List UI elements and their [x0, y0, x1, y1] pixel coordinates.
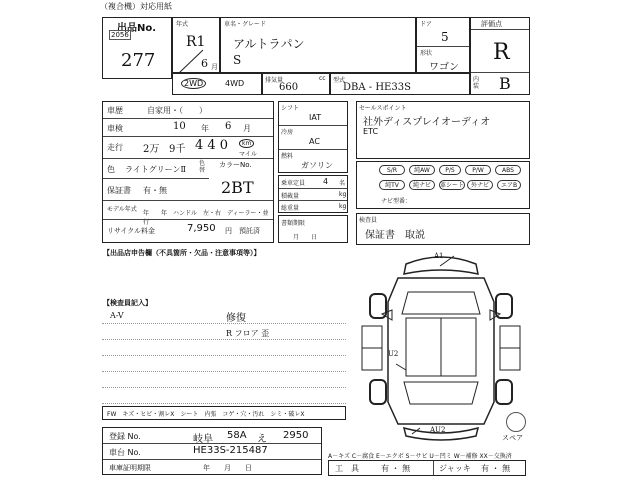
year-cell	[172, 17, 220, 73]
drive-4wd: 4WD	[225, 79, 245, 88]
tools-label: 工 具	[335, 464, 359, 473]
grade-label: 評価点	[481, 20, 502, 28]
fw-bar-text: FW キズ・ヒビ・割レX シート 内張 コゲ・穴・汚れ シミ・破レX	[107, 411, 305, 418]
lot-box	[102, 17, 172, 79]
tools-value: 有 ・ 無	[381, 464, 411, 473]
color-code: 2BT	[221, 178, 254, 197]
equip-tv: 純TV	[379, 180, 405, 190]
equip-ps: P/S	[439, 165, 461, 175]
spec-column	[278, 101, 348, 173]
body-label: 形状	[420, 50, 433, 57]
mileage-1k: 9千	[169, 144, 186, 155]
fuel-label: 燃料	[281, 153, 294, 160]
model-cell	[330, 73, 470, 95]
remarks-caption: 【出品店申告欄（不具箇所・欠品・注意事項等）】	[103, 249, 261, 257]
tools-row	[328, 460, 526, 476]
handle-row: 年 年 ハンドル 左・右 ディーラー・並行	[143, 210, 269, 226]
selling-points	[356, 101, 530, 159]
inspector-floor: R フロア 歪	[226, 329, 270, 338]
reg-kana: え	[257, 434, 267, 445]
fuel-value: ガソリン	[301, 161, 333, 170]
inspector-notes	[102, 309, 346, 405]
equip-ext-navi: 外ナビ	[467, 180, 493, 190]
capacity-value: 4	[323, 177, 329, 186]
lot-number: 277	[121, 50, 156, 71]
load-label: 積載量	[281, 193, 300, 200]
color-change-label: 色替	[199, 160, 206, 174]
car-damage-map	[356, 252, 526, 442]
reg-class: 58A	[227, 430, 247, 441]
selling-line1: 社外ディスプレイオーディオ	[363, 117, 491, 128]
chassis-number: HE33S-215487	[193, 445, 268, 456]
color-value: ライトグリーンⅡ	[125, 165, 186, 174]
inspection-year: 10	[173, 121, 186, 132]
equip-navi: 純ナビ	[409, 180, 435, 190]
model-label: 型式	[333, 77, 346, 84]
map-mark-rear: AU2	[430, 426, 446, 434]
selling-label: セールスポイント	[359, 105, 407, 112]
drive-cell	[172, 73, 262, 95]
capacity-column	[278, 175, 348, 213]
grade-score: R	[493, 40, 510, 65]
history-value: 自家用・（ ）	[147, 106, 207, 115]
car-name: アルトラパン	[233, 37, 305, 51]
inspection-month-unit: 月	[243, 124, 251, 133]
inspection-year-unit: 年	[201, 124, 209, 133]
equip-pw: P/W	[465, 165, 491, 175]
details-table	[102, 101, 274, 243]
shift-value: IAT	[309, 113, 322, 122]
chassis-label: 車台 No.	[109, 448, 141, 457]
mileage-10k: 2万	[143, 144, 160, 155]
permit-unit: 年 月 日	[203, 464, 252, 472]
year-label: 年式	[176, 21, 189, 28]
doors-label: ドア	[420, 21, 432, 28]
equip-abs: ABS	[495, 165, 521, 175]
month-value: 6	[201, 57, 208, 70]
warranty-label: 保証書	[107, 186, 131, 195]
weight-label: 総重量	[281, 205, 300, 212]
mileage-rest: 4 4 0	[195, 138, 229, 153]
selling-line2: ETC	[363, 127, 379, 136]
displacement-unit: cc	[319, 75, 326, 82]
grade-box	[470, 17, 530, 95]
inspector-caption: 【検査員記入】	[103, 299, 152, 307]
equipment-grid	[356, 161, 530, 209]
name-cell	[220, 17, 416, 73]
doors-cell	[416, 17, 470, 73]
equip-sr: S/R	[379, 165, 405, 175]
doors-value: 5	[441, 30, 449, 44]
weight-unit: kg	[339, 203, 347, 210]
interior-grade: B	[499, 74, 511, 93]
notes-text: 保証書 取説	[365, 230, 425, 241]
registration-table	[102, 427, 322, 475]
ac-label: 冷房	[281, 129, 294, 136]
fw-bar	[102, 406, 346, 420]
inspection-month: 6	[225, 121, 232, 132]
displacement-label: 排気量	[265, 77, 284, 84]
jack-label: ジャッキ	[439, 464, 471, 473]
inspector-av: A-V	[110, 311, 124, 320]
form-caption: （複合機）対応用紙	[100, 2, 172, 11]
deadline-label: 書類期限	[281, 220, 306, 227]
spare-label: スペア	[502, 434, 523, 442]
load-unit: kg	[339, 191, 347, 198]
equip-alloy: 純AW	[409, 165, 435, 175]
history-label: 車歴	[107, 106, 123, 115]
mileage-unit-km: km	[239, 139, 254, 148]
equip-airbag: エアB	[497, 180, 521, 190]
damage-legend: A－キズ C－腐食 E－エクボ S－サビ U－凹ミ W－補修 XX－交換済	[328, 453, 512, 460]
capacity-unit: 名	[339, 180, 346, 187]
inspection-label: 車検	[107, 124, 123, 133]
color-label: 色	[107, 165, 115, 174]
lot-label: 出品No.	[117, 23, 157, 34]
recycle-unit: 円 預託済	[225, 227, 260, 235]
capacity-label: 乗車定員	[281, 180, 306, 187]
month-unit: 月	[211, 63, 218, 71]
warranty-value: 有・無	[143, 186, 167, 195]
navi-model-label: ナビ型番：	[381, 198, 412, 205]
model-value: DBA - HE33S	[343, 82, 411, 93]
deadline-cell	[278, 215, 348, 243]
reg-number: 2950	[283, 430, 309, 441]
car-grade: S	[233, 53, 242, 67]
displacement-value: 660	[279, 82, 299, 93]
map-mark-side: U2	[388, 350, 399, 358]
year-value: R1	[186, 34, 206, 50]
reg-place: 岐阜	[193, 434, 213, 445]
jack-value: 有 ・ 無	[481, 464, 511, 473]
model-year-label: モデル年式	[107, 206, 137, 213]
name-label: 車名・グレード	[224, 21, 267, 28]
notes-box	[356, 213, 530, 245]
lot-stamp: 2056	[111, 31, 129, 39]
equip-leather: 革シート	[440, 182, 465, 189]
interior-label: 内 装	[473, 76, 480, 90]
body-value: ワゴン	[429, 62, 459, 73]
permit-label: 車庫証明期限	[109, 464, 151, 472]
recycle-label: リサイクル料金	[107, 227, 156, 235]
spare-tire-icon	[506, 412, 526, 432]
map-mark-front: A1	[434, 252, 444, 260]
mileage-unit-mile: マイル	[239, 151, 257, 158]
reg-label: 登録 No.	[109, 432, 141, 441]
notes-label: 検査員	[359, 217, 378, 224]
color-code-label: カラーNo.	[219, 161, 252, 169]
deadline-unit: 月 日	[293, 234, 318, 241]
inspector-repair: 修復	[226, 313, 246, 324]
drive-2wd: 2WD	[181, 78, 206, 89]
shift-label: シフト	[281, 105, 300, 112]
mileage-label: 走行	[107, 143, 123, 152]
ac-value: AC	[309, 137, 320, 146]
displacement-cell	[262, 73, 330, 95]
recycle-value: 7,950	[187, 223, 216, 234]
